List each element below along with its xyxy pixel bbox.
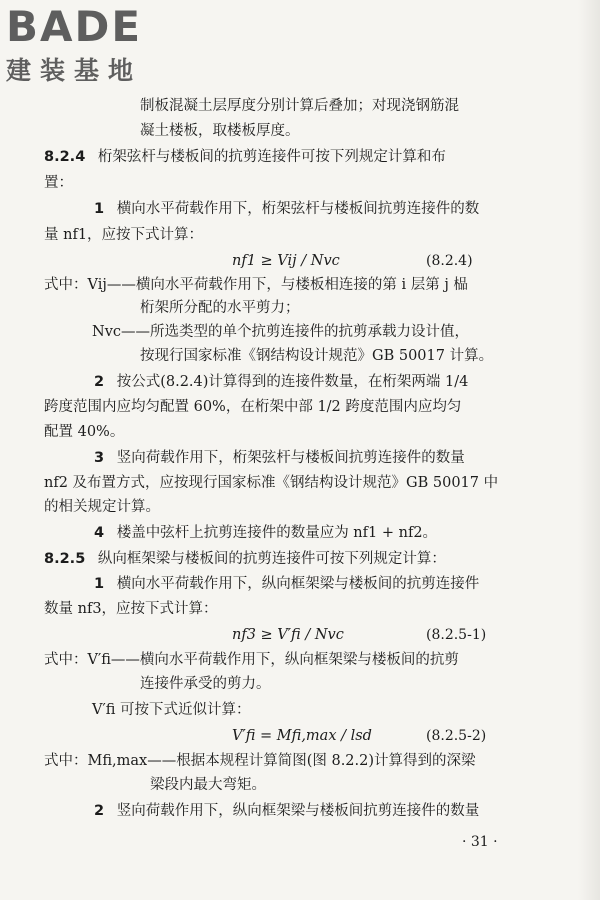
item-text: 竖向荷载作用下，桁架弦杆与楼板间抗剪连接件的数量 xyxy=(116,450,465,466)
item-1 xyxy=(94,574,479,594)
item-2 xyxy=(94,372,468,392)
item-4 xyxy=(94,523,437,543)
equation-number: (8.2.4) xyxy=(426,253,473,269)
logo-subtitle: 建装基地 xyxy=(6,56,143,85)
item-3 xyxy=(94,448,465,468)
item-2 xyxy=(94,801,479,821)
item-number: 3 xyxy=(94,450,105,466)
section-8-2-5 xyxy=(44,549,446,569)
text-line: 式中：Mfi,max——根据本规程计算简图(图 8.2.2)计算得到的深梁 xyxy=(44,753,476,769)
page-edge-shadow xyxy=(578,0,600,900)
equation-8-2-5-2: V′fi = Mfi,max / lsd xyxy=(232,728,372,744)
section-number: 8.2.4 xyxy=(44,149,86,165)
text-line: 凝土楼板，取楼板厚度。 xyxy=(140,123,300,139)
item-text: 横向水平荷载作用下，纵向框架梁与楼板间的抗剪连接件 xyxy=(116,576,480,592)
section-number: 8.2.5 xyxy=(44,551,86,567)
equation-number: (8.2.5-1) xyxy=(426,627,487,643)
item-number: 1 xyxy=(94,576,105,592)
text-line: 制板混凝土层厚度分别计算后叠加；对现浇钢筋混 xyxy=(140,98,459,114)
item-text: 按公式(8.2.4)计算得到的连接件数量，在桁架两端 1/4 xyxy=(116,374,469,390)
equation-number: (8.2.5-2) xyxy=(426,728,487,744)
text-line: 跨度范围内应均匀配置 60%，在桁架中部 1/2 跨度范围内应均匀 xyxy=(44,399,462,415)
item-number: 2 xyxy=(94,374,105,390)
page-number: · 31 · xyxy=(462,834,498,850)
text-line: 桁架所分配的水平剪力； xyxy=(140,300,300,316)
text-line: nf2 及布置方式，应按现行国家标准《钢结构设计规范》GB 50017 中 xyxy=(44,475,499,491)
text-line: V′fi 可按下式近似计算： xyxy=(92,702,251,718)
section-text: 纵向框架梁与楼板间的抗剪连接件可按下列规定计算： xyxy=(97,551,446,567)
item-text: 楼盖中弦杆上抗剪连接件的数量应为 nf1 + nf2。 xyxy=(116,525,438,541)
text-line: 置： xyxy=(44,175,73,191)
equation-8-2-5-1: nf3 ≥ V′fi / Nvc xyxy=(232,627,344,643)
text-line: 连接件承受的剪力。 xyxy=(140,676,271,692)
bade-logo xyxy=(6,4,142,86)
text-line: Nvc——所选类型的单个抗剪连接件的抗剪承载力设计值， xyxy=(92,324,469,340)
item-text: 横向水平荷载作用下，桁架弦杆与楼板间抗剪连接件的数 xyxy=(116,201,480,217)
text-line: 的相关规定计算。 xyxy=(44,499,160,515)
item-number: 1 xyxy=(94,201,105,217)
section-8-2-4 xyxy=(44,147,446,167)
text-line: 式中：V′fi——横向水平荷载作用下，纵向框架梁与楼板间的抗剪 xyxy=(44,652,459,668)
section-text: 桁架弦杆与楼板间的抗剪连接件可按下列规定计算和布 xyxy=(97,149,446,165)
text-line: 数量 nf3，应按下式计算： xyxy=(44,601,218,617)
text-line: 按现行国家标准《钢结构设计规范》GB 50017 计算。 xyxy=(140,348,494,364)
text-line: 梁段内最大弯矩。 xyxy=(150,777,266,793)
item-number: 4 xyxy=(94,525,105,541)
item-text: 竖向荷载作用下，纵向框架梁与楼板间抗剪连接件的数量 xyxy=(116,803,480,819)
text-line: 量 nf1，应按下式计算： xyxy=(44,227,204,243)
text-line: 式中：Vij——横向水平荷载作用下，与楼板相连接的第 i 层第 j 榀 xyxy=(44,277,468,293)
text-line: 配置 40%。 xyxy=(44,424,125,440)
logo-mark: BADE xyxy=(6,2,143,51)
item-number: 2 xyxy=(94,803,105,819)
item-1 xyxy=(94,199,479,219)
equation-8-2-4: nf1 ≥ Vij / Nvc xyxy=(232,253,340,269)
